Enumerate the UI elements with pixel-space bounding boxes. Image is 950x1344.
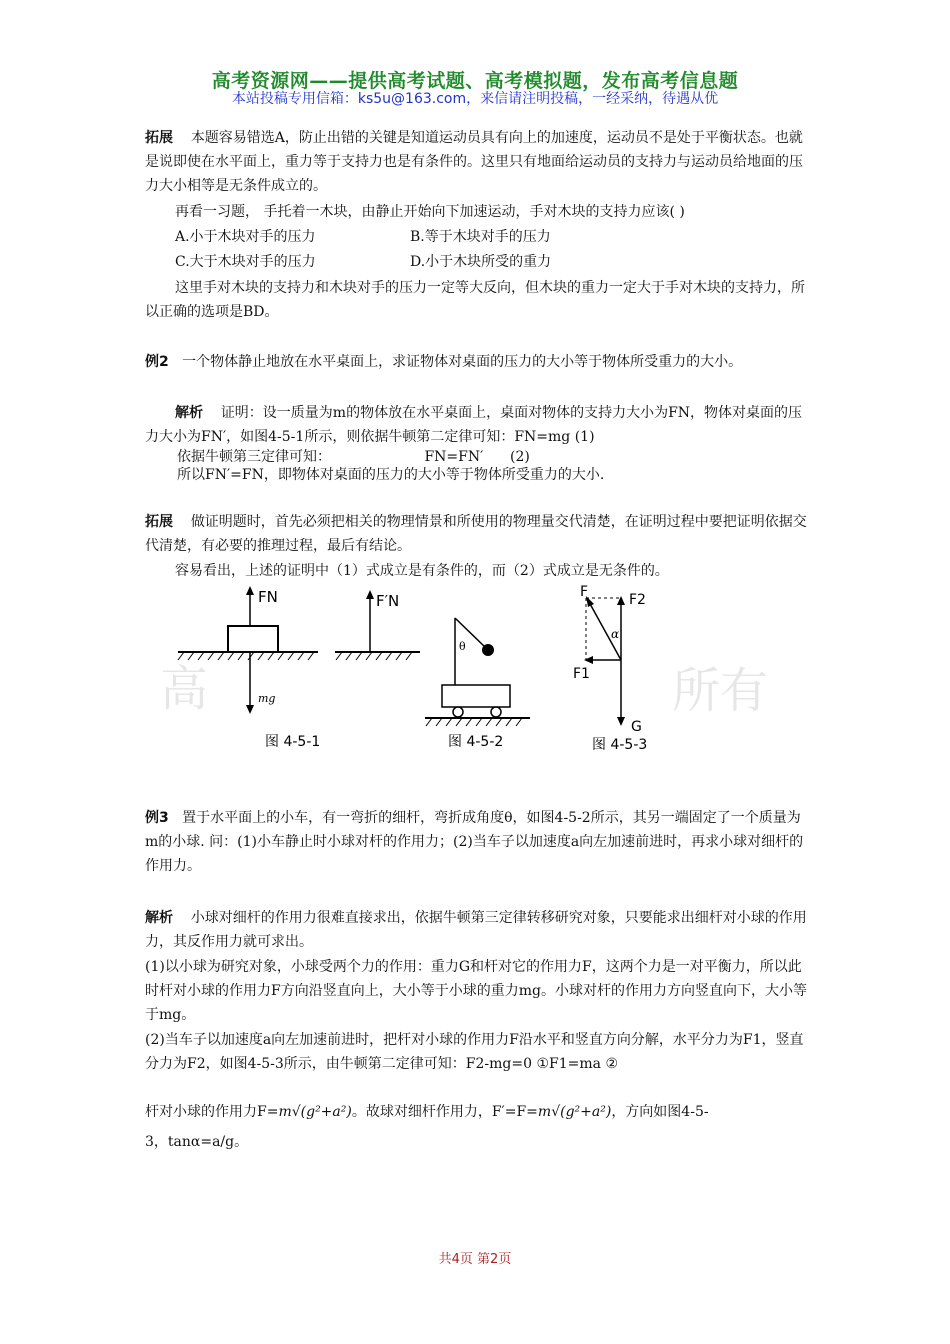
ground-hatch-3 bbox=[426, 718, 522, 726]
cart-wheel-right bbox=[491, 707, 501, 717]
figure-group bbox=[170, 580, 810, 760]
option-b: B.等于木块对手的压力 bbox=[410, 229, 551, 245]
extension-paragraph-2 bbox=[145, 510, 810, 558]
example2-label: 例2 bbox=[145, 354, 169, 370]
analysis3-label: 解析 bbox=[145, 910, 173, 926]
formula-2: m√(g²+a²) bbox=[537, 1104, 612, 1120]
option-c: C.大于木块对手的压力 bbox=[175, 254, 316, 270]
f1-label: F1 bbox=[573, 666, 590, 682]
extension2-label: 拓展 bbox=[145, 514, 173, 530]
example3-text: 置于水平面上的小车，有一弯折的细杆，弯折成角度θ，如图4-5-2所示，其另一端固定了一个质量为m的小球. 问：(1)小车静止时小球对杆的作用力；(2)当车子以加速度a向左加速前进时，再求小球对细杆的作用力。 bbox=[145, 810, 804, 874]
example3-statement bbox=[145, 806, 810, 878]
theta-label: θ bbox=[459, 640, 466, 653]
mg-label: mg bbox=[258, 692, 276, 705]
example2-analysis-label: 解析 bbox=[175, 405, 203, 421]
block bbox=[228, 626, 278, 652]
option-a: A.小于木块对手的压力 bbox=[175, 229, 316, 245]
analysis3-text: 小球对细杆的作用力很难直接求出，依据牛顿第三定律转移研究对象，只要能求出细杆对小球的作用力，其反作用力就可求出。 bbox=[145, 910, 807, 950]
analysis3-part3 bbox=[145, 1100, 810, 1124]
figure-4-5-3 bbox=[573, 584, 647, 753]
analysis3-part2: (2)当车子以加速度a向左加速前进时，把杆对小球的作用力F沿水平和竖直方向分解，水平分力为F1，竖直分力为F2，如图4-5-3所示，由牛顿第二定律可知：F2-mg=0 ①F1=ma ② bbox=[145, 1032, 804, 1072]
extension-label: 拓展 bbox=[145, 130, 173, 146]
example3-label: 例3 bbox=[145, 810, 169, 826]
example2-line2: 依据牛顿第三定律可知： FN=FN′ (2) bbox=[177, 449, 530, 465]
extension-paragraph-1 bbox=[145, 126, 810, 198]
fn-prime-label: F′N bbox=[376, 592, 400, 610]
fn-arrowhead bbox=[246, 586, 254, 595]
analysis3-part1: (1)以小球为研究对象，小球受两个力的作用：重力G和杆对它的作用力F，这两个力是一对平衡力，所以此时杆对小球的作用力F方向沿竖直向上，大小等于小球的重力mg。小球对杆的作用力方向竖直向下，大小等于mg。 bbox=[145, 959, 807, 1023]
fig2-caption: 图 4-5-2 bbox=[448, 734, 504, 750]
example2-analysis-text: 证明：设一质量为m的物体放在水平桌面上，桌面对物体的支持力大小为FN，物体对桌面的压力大小为FN′，如图4-5-1所示，则依据牛顿第二定律可知：FN=mg (1) bbox=[145, 405, 803, 445]
example2-statement bbox=[145, 350, 810, 374]
page-footer: 共4页 第2页 bbox=[438, 1252, 512, 1267]
fig1-caption: 图 4-5-1 bbox=[265, 734, 321, 750]
extension2-line2: 容易看出，上述的证明中（1）式成立是有条件的，而（2）式成立是无条件的。 bbox=[175, 563, 669, 579]
exercise-conclusion: 这里手对木块的支持力和木块对手的压力一定等大反向，但木块的重力一定大于手对木块的支持力，所以正确的选项是BD。 bbox=[145, 280, 805, 320]
site-subtitle: 本站投稿专用信箱：ks5u@163.com，来信请注明投稿，一经采纳，待遇从优 bbox=[231, 91, 719, 107]
cart-wheel-left bbox=[453, 707, 463, 717]
figure-4-5-1 bbox=[178, 586, 420, 750]
fn-prime-arrowhead bbox=[366, 590, 374, 599]
analysis3-part3b: 。故球对细杆作用力，F′=F= bbox=[351, 1104, 538, 1120]
analysis3-part3a: 杆对小球的作用力F= bbox=[145, 1104, 279, 1120]
extension-text: 本题容易错选A，防止出错的关键是知道运动员具有向上的加速度，运动员不是处于平衡状态。也就是说即使在水平面上，重力等于支持力也是有条件的。这里只有地面给运动员的支持力与运动员给地面的压力大小相等是无条件成立的。 bbox=[145, 130, 803, 194]
exercise-question: 再看一习题， 手托着一木块，由静止开始向下加速运动，手对木块的支持力应该( ) bbox=[175, 204, 685, 220]
analysis3-intro bbox=[145, 906, 810, 954]
cart-body bbox=[442, 685, 510, 707]
formula-1: m√(g²+a²) bbox=[278, 1104, 352, 1120]
g-label: G bbox=[631, 719, 642, 735]
ground-hatch-2 bbox=[336, 652, 412, 660]
mg-arrowhead bbox=[246, 705, 254, 714]
ground-hatch-1 bbox=[178, 652, 314, 660]
ball bbox=[482, 644, 494, 656]
f-label: F bbox=[580, 584, 589, 600]
figure-4-5-2 bbox=[425, 618, 530, 750]
option-d: D.小于木块所受的重力 bbox=[410, 254, 552, 270]
f1-arrowhead bbox=[584, 656, 593, 664]
watermark-right: 所有 bbox=[672, 663, 769, 719]
g-arrowhead bbox=[617, 717, 625, 726]
fig3-caption: 图 4-5-3 bbox=[592, 737, 648, 753]
site-title: 高考资源网——提供高考试题、高考模拟题，发布高考信息题 bbox=[211, 70, 739, 92]
example2-text: 一个物体静止地放在水平桌面上，求证物体对桌面的压力的大小等于物体所受重力的大小。 bbox=[182, 354, 743, 370]
f2-label: F2 bbox=[629, 592, 646, 608]
f2-arrowhead bbox=[617, 596, 625, 605]
example2-line3: 所以FN′=FN，即物体对桌面的压力的大小等于物体所受重力的大小. bbox=[177, 467, 605, 483]
fn-label: FN bbox=[258, 588, 278, 606]
example2-analysis bbox=[145, 401, 810, 449]
watermark-left: 高 bbox=[160, 661, 209, 717]
analysis3-part4: 3，tanα=a/g。 bbox=[145, 1134, 249, 1150]
extension2-text: 做证明题时，首先必须把相关的物理情景和所使用的物理量交代清楚，在证明过程中要把证明依据交代清楚，有必要的推理过程，最后有结论。 bbox=[145, 514, 807, 554]
alpha-label: α bbox=[611, 627, 620, 641]
analysis3-part3c: ，方向如图4-5- bbox=[611, 1104, 709, 1120]
